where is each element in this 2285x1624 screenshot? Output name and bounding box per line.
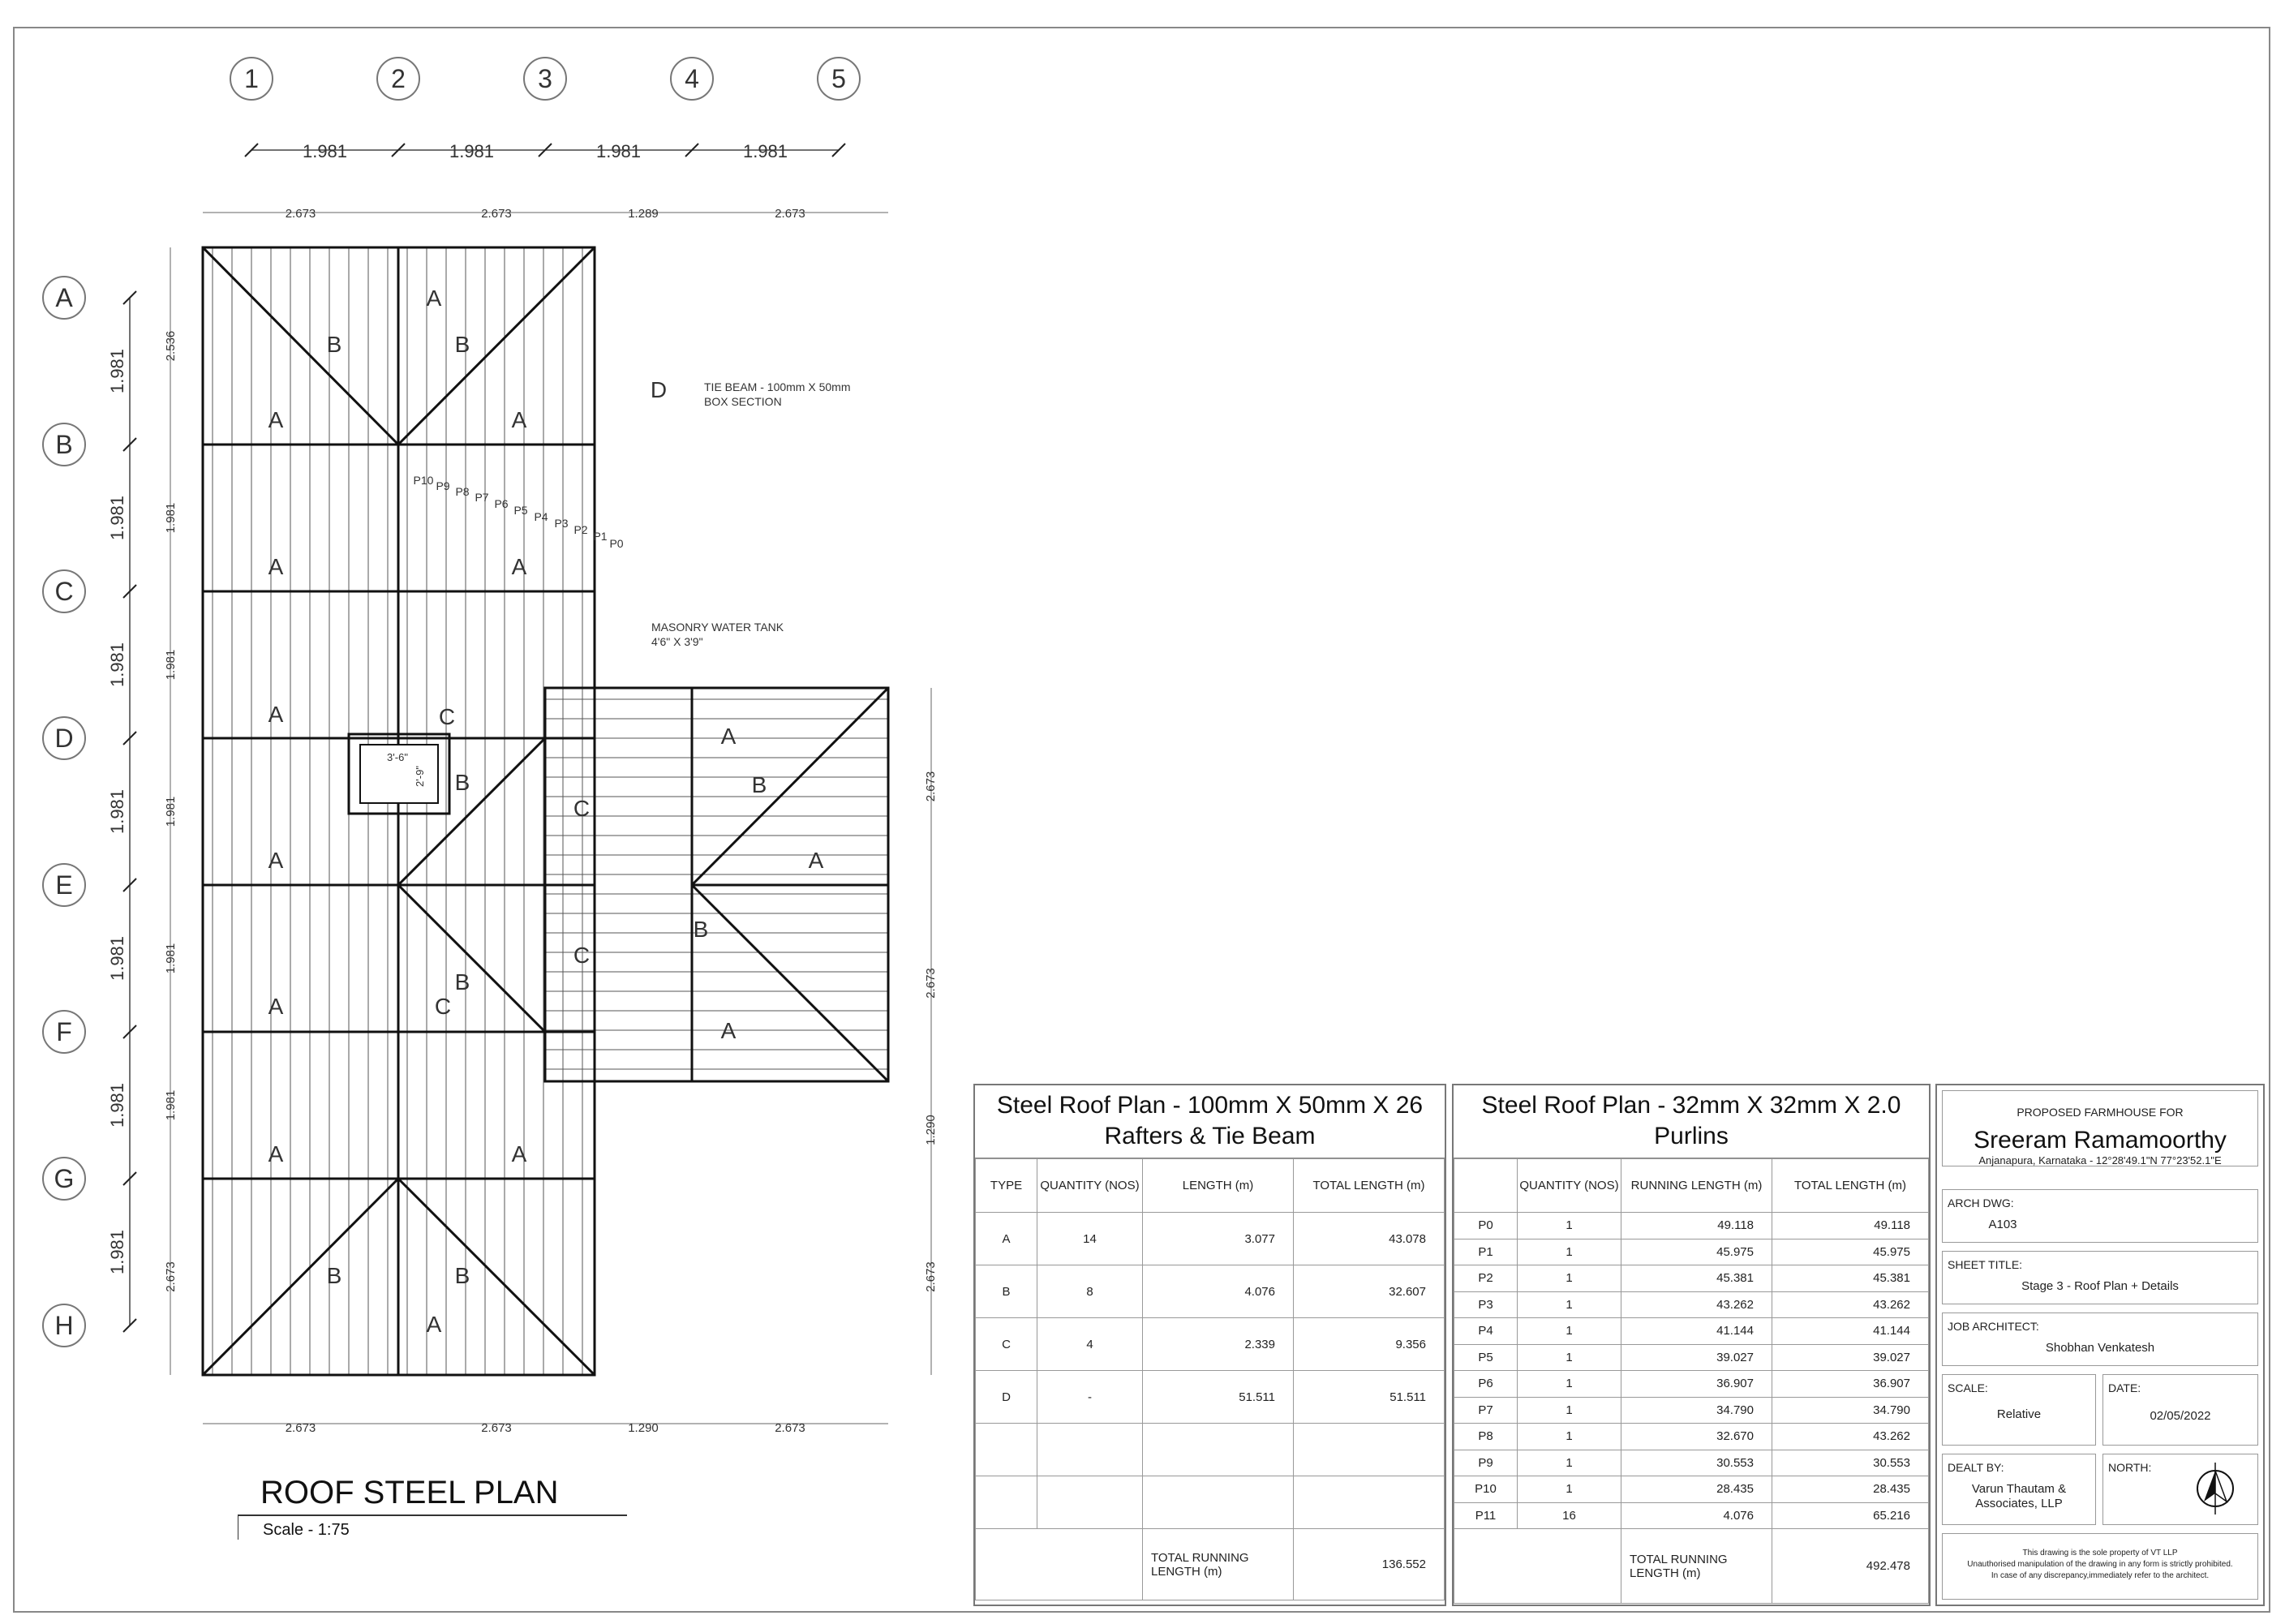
table-cell: P1 (1454, 1239, 1518, 1265)
sheet-title-cell (1942, 1251, 2258, 1304)
disclaimer-line2: Unauthorised manipulation of the drawing in any form is strictly prohibited. (1967, 1560, 2233, 1569)
hip-line (398, 247, 595, 445)
date-cell (2102, 1374, 2258, 1446)
dimension-value: 1.981 (107, 1229, 127, 1275)
table-row (1454, 1265, 1929, 1292)
member-tag: B (454, 770, 470, 795)
dimension-value: 2.673 (924, 1261, 938, 1292)
rafters-header-row (976, 1159, 1445, 1213)
table-row (1454, 1291, 1929, 1318)
purlin-tag: P0 (609, 537, 624, 550)
header-cell: TOTAL LENGTH (m) (1772, 1159, 1929, 1213)
table-row (1454, 1371, 1929, 1398)
member-tag: C (434, 994, 452, 1019)
table-cell: 30.553 (1772, 1450, 1929, 1476)
proposed-label: PROPOSED FARMHOUSE FOR (2017, 1106, 2184, 1119)
dimension-value: 2.673 (924, 771, 938, 802)
table-cell: 2.339 (1143, 1318, 1294, 1371)
table-cell: 3.077 (1143, 1213, 1294, 1265)
tie-beam-note: TIE BEAM - 100mm X 50mm (704, 380, 851, 393)
purlin-tag: P2 (573, 523, 588, 536)
arch-dwg-value: A103 (1988, 1218, 2017, 1231)
scale-label: SCALE: (1948, 1381, 1988, 1394)
table-cell: 28.435 (1621, 1476, 1772, 1503)
table-row (1454, 1476, 1929, 1503)
grid-column-bubbles (230, 58, 860, 100)
table-cell: 1 (1518, 1371, 1621, 1398)
table-cell: 4.076 (1621, 1502, 1772, 1529)
dimension-value: 1.981 (742, 141, 788, 161)
table-cell: 1 (1518, 1318, 1621, 1345)
header-cell: QUANTITY (NOS) (1518, 1159, 1621, 1213)
arch-dwg-label: ARCH DWG: (1948, 1197, 2014, 1209)
table-row (976, 1476, 1445, 1529)
disclaimer-line1: This drawing is the sole property of VT LLP (2022, 1549, 2178, 1557)
roof-steel-plan-drawing (0, 0, 973, 1460)
project-location: Anjanapura, Karnataka - 12°28'49.1"N 77°23'52.1"E (1978, 1154, 2222, 1166)
table-cell: 65.216 (1772, 1502, 1929, 1529)
member-tag: C (438, 704, 456, 729)
table-cell: 14 (1037, 1213, 1143, 1265)
table-cell: - (1037, 1371, 1143, 1424)
table-cell: 1 (1518, 1476, 1621, 1503)
purlin-tag: P8 (455, 485, 470, 498)
purlins-table-title (1454, 1085, 1929, 1158)
table-cell: 4.076 (1143, 1265, 1294, 1318)
table-cell: P9 (1454, 1450, 1518, 1476)
purlin-tag: P1 (593, 530, 608, 543)
rafters-title-line1: Steel Roof Plan - 100mm X 50mm X 26 (996, 1092, 1424, 1119)
tank-note: 4'6" X 3'9" (651, 635, 703, 648)
table-row (976, 1265, 1445, 1318)
table-cell: 30.553 (1621, 1450, 1772, 1476)
dealt-by-line1: Varun Thautam & (1971, 1482, 2067, 1496)
grid-column-label: 1 (244, 64, 259, 93)
disclaimer-cell (1942, 1533, 2258, 1600)
total-value: 136.552 (1294, 1529, 1445, 1600)
grid-row-label: F (56, 1017, 72, 1046)
rafters-table (973, 1084, 1446, 1606)
purlin-tag: P10 (413, 474, 434, 487)
total-row (1454, 1529, 1929, 1604)
dimension-value: 1.290 (628, 1421, 659, 1435)
dimension-value: 1.981 (164, 1089, 178, 1121)
table-cell (1037, 1424, 1143, 1476)
date-value: 02/05/2022 (2150, 1409, 2211, 1423)
table-cell: P11 (1454, 1502, 1518, 1529)
table-cell: P0 (1454, 1213, 1518, 1239)
table-cell: 34.790 (1621, 1397, 1772, 1424)
purlin-tag: P5 (513, 504, 528, 517)
job-architect-label: JOB ARCHITECT: (1948, 1320, 2039, 1333)
table-row (1454, 1344, 1929, 1371)
table-cell: 4 (1037, 1318, 1143, 1371)
table-cell (1294, 1424, 1445, 1476)
title-block (1935, 1084, 2265, 1606)
table-cell (976, 1424, 1037, 1476)
member-tag: A (268, 702, 284, 727)
grid-row-label: D (54, 724, 74, 753)
dimension-value: 1.981 (107, 348, 127, 394)
table-cell: P5 (1454, 1344, 1518, 1371)
dimension-value: 1.981 (164, 943, 178, 974)
dealt-by-line2: Associates, LLP (1975, 1497, 2063, 1510)
total-label: TOTAL RUNNING LENGTH (m) (1621, 1529, 1772, 1604)
job-architect-value: Shobhan Venkatesh (2045, 1341, 2155, 1355)
project-cell (1942, 1090, 2258, 1166)
table-row (976, 1318, 1445, 1371)
north-label: NORTH: (2108, 1461, 2152, 1474)
table-cell: A (976, 1213, 1037, 1265)
table-cell: 45.975 (1772, 1239, 1929, 1265)
table-cell (1143, 1424, 1294, 1476)
table-cell: 9.356 (1294, 1318, 1445, 1371)
hip-line (398, 1179, 595, 1375)
member-tag: A (426, 1312, 442, 1337)
total-row (976, 1529, 1445, 1600)
header-cell: LENGTH (m) (1143, 1159, 1294, 1213)
table-cell: 1 (1518, 1450, 1621, 1476)
table-cell: 45.381 (1621, 1265, 1772, 1292)
dealt-by-label: DEALT BY: (1948, 1461, 2004, 1474)
purlin-tag: P4 (534, 510, 548, 523)
grid-column-label: 4 (685, 64, 699, 93)
table-cell (976, 1476, 1037, 1529)
purlin-tag: P9 (436, 479, 450, 492)
purlin-tag: P7 (475, 491, 489, 504)
north-cell (2102, 1454, 2258, 1525)
client-name: Sreeram Ramamoorthy (1974, 1127, 2227, 1154)
table-row (1454, 1397, 1929, 1424)
table-cell: 1 (1518, 1397, 1621, 1424)
dimension-value: 2.673 (481, 1421, 512, 1435)
table-row (1454, 1239, 1929, 1265)
table-cell: P2 (1454, 1265, 1518, 1292)
table-cell: 45.381 (1772, 1265, 1929, 1292)
total-spacer (1454, 1529, 1621, 1604)
dimension-value: 2.536 (164, 330, 178, 362)
table-cell: C (976, 1318, 1037, 1371)
table-cell: 45.975 (1621, 1239, 1772, 1265)
roof-outline (203, 247, 888, 1375)
rafters-grid (975, 1158, 1445, 1600)
hip-line (398, 885, 545, 1032)
table-row (1454, 1450, 1929, 1476)
table-cell: 43.262 (1772, 1291, 1929, 1318)
scale-cell (1942, 1374, 2096, 1446)
dimension-value: 1.981 (107, 788, 127, 835)
table-row (976, 1424, 1445, 1476)
member-tag: A (720, 1018, 737, 1043)
member-tag: A (511, 554, 527, 579)
member-tag: A (268, 1141, 284, 1166)
table-cell: 1 (1518, 1424, 1621, 1450)
sheet-title-label: SHEET TITLE: (1948, 1258, 2023, 1271)
grid-row-label: A (55, 283, 73, 312)
table-row (976, 1213, 1445, 1265)
table-cell: D (976, 1371, 1037, 1424)
dimension-value: 2.673 (775, 207, 805, 221)
member-tag: B (454, 332, 470, 357)
purlins-title-line2: Purlins (1654, 1123, 1729, 1149)
header-cell: QUANTITY (NOS) (1037, 1159, 1143, 1213)
rafters-table-title (975, 1085, 1445, 1158)
dimension-value: 1.981 (107, 642, 127, 688)
member-tag: A (511, 1141, 527, 1166)
dimension-value: 1.981 (107, 935, 127, 982)
member-tag: A (720, 724, 737, 749)
grid-row-label: B (55, 430, 73, 459)
dimension-value: 1.981 (164, 649, 178, 681)
dimension-value: 2.673 (285, 207, 316, 221)
purlin-tag: P3 (554, 517, 569, 530)
dimension-value: 1.981 (164, 502, 178, 534)
total-spacer (976, 1529, 1143, 1600)
date-label: DATE: (2108, 1381, 2141, 1394)
sheet-title-value: Stage 3 - Roof Plan + Details (2021, 1279, 2179, 1293)
member-tag: B (454, 1263, 470, 1288)
dimension-value: 1.981 (107, 495, 127, 541)
grid-row-label: E (55, 870, 73, 900)
table-cell: 39.027 (1621, 1344, 1772, 1371)
member-tag: A (808, 848, 824, 873)
job-architect-cell (1942, 1313, 2258, 1366)
member-tag: C (573, 796, 591, 821)
plan-title: ROOF STEEL PLAN (238, 1475, 627, 1516)
dimension-value: 2.673 (285, 1421, 316, 1435)
arch-dwg-cell (1942, 1189, 2258, 1243)
table-cell: 43.262 (1621, 1291, 1772, 1318)
table-cell: 43.078 (1294, 1213, 1445, 1265)
table-cell (1037, 1476, 1143, 1529)
header-cell: TOTAL LENGTH (m) (1294, 1159, 1445, 1213)
purlin-tag: P6 (494, 497, 509, 510)
total-value: 492.478 (1772, 1529, 1929, 1604)
table-cell: 32.670 (1621, 1424, 1772, 1450)
member-tag: C (573, 943, 591, 968)
table-row (1454, 1318, 1929, 1345)
member-tag: A (268, 554, 284, 579)
plan-scale: Scale - 1:75 (238, 1516, 627, 1540)
purlins-table (1452, 1084, 1931, 1606)
member-tag: B (693, 917, 709, 942)
table-cell: 36.907 (1621, 1371, 1772, 1398)
plan-title-block (238, 1475, 627, 1540)
table-row (976, 1371, 1445, 1424)
member-tag: B (454, 969, 470, 995)
dimension-value: 2.673 (924, 968, 938, 999)
dimension-value: 1.981 (449, 141, 495, 161)
header-cell: RUNNING LENGTH (m) (1621, 1159, 1772, 1213)
dimension-value: 2.673 (481, 207, 512, 221)
table-cell: P6 (1454, 1371, 1518, 1398)
dimension-value: 2.673 (164, 1261, 178, 1292)
grid-row-label: C (54, 577, 74, 606)
scale-value: Relative (1996, 1407, 2042, 1421)
table-cell: P8 (1454, 1424, 1518, 1450)
member-tag: A (268, 407, 284, 432)
table-cell: 34.790 (1772, 1397, 1929, 1424)
dimension-value: 1.981 (164, 796, 178, 827)
table-cell (1294, 1476, 1445, 1529)
table-cell: 39.027 (1772, 1344, 1929, 1371)
table-cell: P7 (1454, 1397, 1518, 1424)
grid-column-label: 2 (391, 64, 406, 93)
grid-column-label: 3 (538, 64, 552, 93)
table-cell: 41.144 (1772, 1318, 1929, 1345)
table-cell: B (976, 1265, 1037, 1318)
north-arrow-icon (2191, 1459, 2240, 1516)
table-cell: 16 (1518, 1502, 1621, 1529)
table-cell: 43.262 (1772, 1424, 1929, 1450)
grid-row-label: G (54, 1164, 75, 1193)
table-cell: 1 (1518, 1239, 1621, 1265)
member-tag: B (751, 772, 767, 797)
dimension-value: 2.673 (775, 1421, 805, 1435)
table-cell: P3 (1454, 1291, 1518, 1318)
table-cell: 36.907 (1772, 1371, 1929, 1398)
member-tag: A (426, 286, 442, 311)
grid-row-label: H (54, 1311, 74, 1340)
table-cell: 28.435 (1772, 1476, 1929, 1503)
rafters-title-line2: Rafters & Tie Beam (1104, 1123, 1316, 1149)
dimension-value: 1.981 (107, 1082, 127, 1128)
table-cell: 1 (1518, 1265, 1621, 1292)
table-cell: 51.511 (1143, 1371, 1294, 1424)
table-cell (1143, 1476, 1294, 1529)
purlins-header-row (1454, 1159, 1929, 1213)
member-tag: B (326, 1263, 342, 1288)
tie-beam-note: BOX SECTION (704, 395, 782, 408)
tank-note: MASONRY WATER TANK (651, 621, 784, 634)
member-tag: A (268, 994, 284, 1019)
header-cell: TYPE (976, 1159, 1037, 1213)
table-cell: 51.511 (1294, 1371, 1445, 1424)
member-tag: D (650, 377, 668, 402)
table-cell: 8 (1037, 1265, 1143, 1318)
grid-column-label: 5 (831, 64, 846, 93)
table-cell: 1 (1518, 1291, 1621, 1318)
purlins-title-line1: Steel Roof Plan - 32mm X 32mm X 2.0 (1481, 1092, 1901, 1119)
table-cell: 1 (1518, 1344, 1621, 1371)
member-tag: A (511, 407, 527, 432)
grid-row-bubbles (43, 277, 85, 1347)
table-cell: 1 (1518, 1213, 1621, 1239)
table-row (1454, 1502, 1929, 1529)
dimension-value: 1.981 (595, 141, 642, 161)
table-row (1454, 1424, 1929, 1450)
member-tag: A (268, 848, 284, 873)
table-cell: 49.118 (1621, 1213, 1772, 1239)
tank-dimension: 2'-9" (414, 766, 426, 787)
total-label: TOTAL RUNNING LENGTH (m) (1143, 1529, 1294, 1600)
dimension-value: 1.289 (628, 207, 659, 221)
disclaimer-line3: In case of any discrepancy,immediately refer to the architect. (1991, 1571, 2210, 1580)
tank-dimension: 3'-6" (387, 751, 408, 763)
dimension-value: 1.981 (302, 141, 348, 161)
table-cell: 49.118 (1772, 1213, 1929, 1239)
dealt-by-cell (1942, 1454, 2096, 1525)
member-tag: B (326, 332, 342, 357)
header-cell (1454, 1159, 1518, 1213)
table-cell: P4 (1454, 1318, 1518, 1345)
table-cell: 32.607 (1294, 1265, 1445, 1318)
table-cell: P10 (1454, 1476, 1518, 1503)
dimension-value: 1.290 (924, 1115, 938, 1145)
table-cell: 41.144 (1621, 1318, 1772, 1345)
